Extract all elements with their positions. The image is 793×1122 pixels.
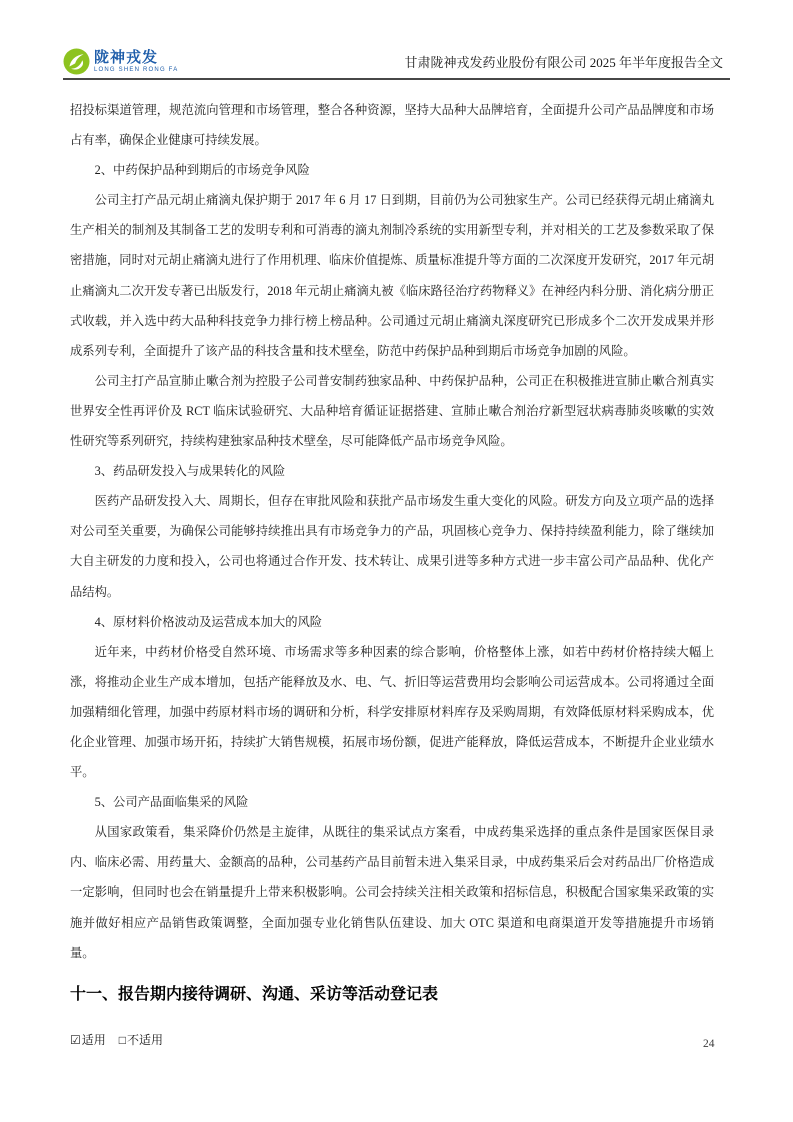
risk-subheading-2: 2、中药保护品种到期后的市场竞争风险 xyxy=(94,163,310,178)
applicable-label: 适用 xyxy=(81,1032,106,1047)
body-paragraph: 近年来，中药材价格受自然环境、市场需求等多种因素的综合影响，价格整体上涨，如若中药材价格持续大幅上涨，将推动企业生产成本增加，包括产能释放及水、电、气、折旧等运营费用均会影响公司运营成本。公司将通过全面加强精细化管理，加强中药原材料市场的调研和分析，科学安排原材料库存及采购周期，有效降低原材料采购成本，优化企业管理、加强市场开拓，持续扩大销售规模，拓展市场份额，促进产能释放，降低运营成本，不断提升企业业绩水平。 xyxy=(70,644,714,780)
company-logo-name-cn: 陇神戎发 xyxy=(94,48,159,66)
report-title: 甘肃陇神戎发药业股份有限公司 2025 年半年度报告全文 xyxy=(404,54,723,70)
section-heading: 十一、报告期内接待调研、沟通、采访等活动登记表 xyxy=(70,985,439,1003)
not-applicable-label: 不适用 xyxy=(127,1032,164,1047)
page-number: 24 xyxy=(703,1038,715,1050)
risk-subheading-4: 4、原材料价格波动及运营成本加大的风险 xyxy=(94,614,323,629)
applicability-row xyxy=(70,1032,714,1048)
page-header xyxy=(63,44,730,78)
body-paragraph: 公司主打产品元胡止痛滴丸保护期于 2017 年 6 月 17 日到期，目前仍为公司独家生产。公司已经获得元胡止痛滴丸生产相关的制剂及其制备工艺的发明专利和可消毒的滴丸剂制冷系统的实用新型专利，并对相关的工艺及参数采取了保密措施，同时对元胡止痛滴丸进行了作用机理、临床价值提炼、质量标准提升等方面的二次深度开发研究，2017 年元胡止痛滴丸二次开发专著已出版发行，2018 年元胡止痛滴丸被《临床路径治疗药物释义》在神经内科分册、消化病分册正式收载，并入选中药大品种科技竞争力排行榜上榜品种。公司通过元胡止痛滴丸深度研究已形成多个二次开发成果并形成系列专利，全面提升了该产品的科技含量和技术壁垒，防范中药保护品种到期后市场竞争加剧的风险。 xyxy=(70,193,714,358)
applicable-option xyxy=(70,1033,106,1047)
unchecked-checkbox-icon: □ xyxy=(118,1032,127,1047)
report-body xyxy=(70,95,714,1048)
risk-subheading-3: 3、药品研发投入与成果转化的风险 xyxy=(94,464,286,479)
not-applicable-option xyxy=(119,1033,163,1047)
body-paragraph: 从国家政策看，集采降价仍然是主旋律，从既往的集采试点方案看，中成药集采选择的重点条件是国家医保目录内、临床必需、用药量大、金额高的品种，公司基药产品目前暂未进入集采目录，中成药集采后会对药品出厂价格造成一定影响，但同时也会在销量提升上带来积极影响。公司会持续关注相关政策和招标信息，积极配合国家集采政策的实施并做好相应产品销售政策调整，全面加强专业化销售队伍建设、加大 OTC 渠道和电商渠道开发等措施提升市场销量。 xyxy=(70,825,714,960)
body-paragraph: 公司主打产品宣肺止嗽合剂为控股子公司普安制药独家品种、中药保护品种，公司正在积极推进宣肺止嗽合剂真实世界安全性再评价及 RCT 临床试验研究、大品种培育循证证据搭建、宣肺止嗽合剂治疗新型冠状病毒肺炎咳嗽的实效性研究等系列研究，持续构建独家品种技术壁垒，尽可能降低产品市场竞争风险。 xyxy=(70,373,714,449)
body-paragraph: 招投标渠道管理，规范流向管理和市场管理，整合各种资源，坚持大品种大品牌培育，全面提升公司产品品牌度和市场占有率，确保企业健康可持续发展。 xyxy=(70,103,714,148)
longshen-logo-icon xyxy=(63,48,90,75)
checked-checkbox-icon: ☑ xyxy=(70,1032,81,1047)
company-logo-text xyxy=(94,50,178,73)
company-logo-name-en: LONG SHEN RONG FA xyxy=(94,66,179,73)
company-logo xyxy=(63,48,178,75)
body-paragraph: 医药产品研发投入大、周期长，但存在审批风险和获批产品市场发生重大变化的风险。研发方向及立项产品的选择对公司至关重要，为确保公司能够持续推出具有市场竞争力的产品，巩固核心竞争力、保持持续盈利能力，除了继续加大自主研发的力度和投入，公司也将通过合作开发、技术转让、成果引进等多种方式进一步丰富公司产品品种、优化产品结构。 xyxy=(70,494,714,599)
header-divider xyxy=(63,78,730,80)
risk-subheading-5: 5、公司产品面临集采的风险 xyxy=(94,795,249,810)
